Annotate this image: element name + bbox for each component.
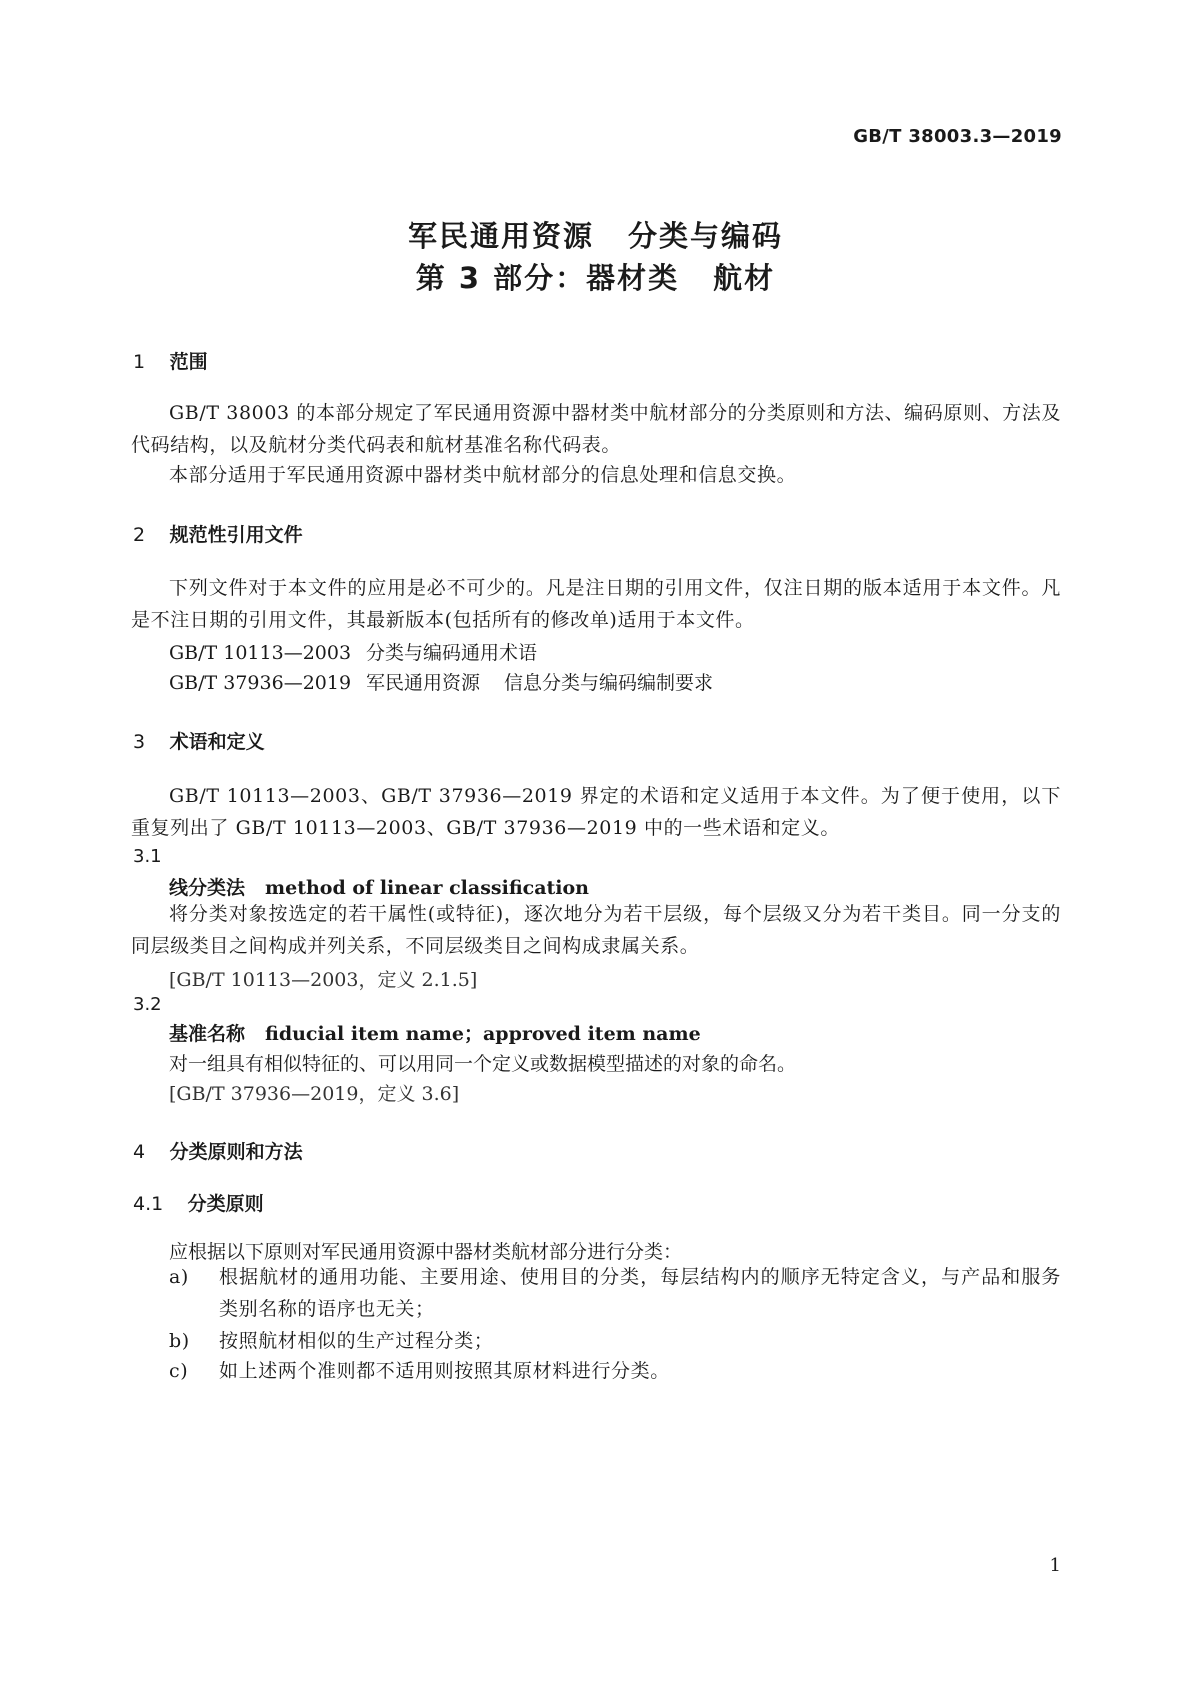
list-item-text: 根据航材的通用功能、主要用途、使用目的分类，每层结构内的顺序无特定含义，与产品和服务类别名称的语序也无关； xyxy=(219,1266,1061,1320)
subsection-title: 分类原则 xyxy=(187,1193,264,1215)
section-title: 分类原则和方法 xyxy=(169,1141,303,1163)
section-number: 4 xyxy=(133,1141,146,1163)
term-3-1-number: 3.1 xyxy=(133,846,162,867)
reference-code: GB/T 10113—2003 xyxy=(169,642,352,664)
title-line-1-part-1: 军民通用资源 xyxy=(407,219,594,253)
section-title: 规范性引用文件 xyxy=(169,524,303,546)
list-item-text: 按照航材相似的生产过程分类； xyxy=(219,1330,494,1352)
section-title: 术语和定义 xyxy=(169,731,265,753)
section-4-heading xyxy=(133,1137,303,1164)
section-3-paragraph-1: GB/T 10113—2003、GB/T 37936—2019 界定的术语和定义适用于本文件。为了便于使用，以下重复列出了 GB/T 10113—2003、GB/T 37936—2019 中的一些术语和定义。 xyxy=(131,785,1061,839)
standard-number: GB/T 38003.3—2019 xyxy=(853,126,1062,147)
list-marker: a) xyxy=(169,1266,189,1288)
term-3-2-heading xyxy=(169,1019,701,1046)
term-3-1-heading xyxy=(169,873,589,900)
page-number: 1 xyxy=(1049,1555,1061,1576)
title-line-2-part-1: 第 3 部分：器材类 xyxy=(415,261,680,295)
list-item-c xyxy=(169,1355,1061,1387)
section-number: 1 xyxy=(133,351,146,373)
term-chinese-name: 线分类法 xyxy=(169,877,246,899)
section-number: 2 xyxy=(133,524,146,546)
term-english-name: method of linear classification xyxy=(265,877,589,899)
normative-reference-2 xyxy=(169,668,713,695)
section-1-heading xyxy=(133,347,208,374)
normative-reference-1 xyxy=(169,638,537,665)
section-2-heading xyxy=(133,520,303,547)
term-3-1-definition: 将分类对象按选定的若干属性(或特征)，逐次地分为若干层级，每个层级又分为若干类目。同一分支的同层级类目之间构成并列关系，不同层级类目之间构成隶属关系。 xyxy=(131,903,1061,957)
title-line-2-part-2: 航材 xyxy=(713,261,776,295)
reference-title-part-1: 军民通用资源 xyxy=(366,672,481,694)
term-3-2-number: 3.2 xyxy=(133,994,162,1015)
reference-title: 分类与编码通用术语 xyxy=(366,642,538,664)
reference-code: GB/T 37936—2019 xyxy=(169,672,352,694)
list-item-text: 如上述两个准则都不适用则按照其原材料进行分类。 xyxy=(219,1360,670,1382)
section-1-paragraph-1: GB/T 38003 的本部分规定了军民通用资源中器材类中航材部分的分类原则和方法、编码原则、方法及代码结构，以及航材分类代码表和航材基准名称代码表。 xyxy=(131,402,1061,456)
subsection-number: 4.1 xyxy=(133,1193,164,1215)
section-title: 范围 xyxy=(169,351,208,373)
reference-title-part-2: 信息分类与编码编制要求 xyxy=(504,672,714,694)
term-english-name: fiducial item name；approved item name xyxy=(265,1023,701,1045)
section-2-paragraph-1: 下列文件对于本文件的应用是必不可少的。凡是注日期的引用文件，仅注日期的版本适用于本文件。凡是不注日期的引用文件，其最新版本(包括所有的修改单)适用于本文件。 xyxy=(131,577,1061,631)
list-marker: b) xyxy=(169,1330,190,1352)
term-chinese-name: 基准名称 xyxy=(169,1023,246,1045)
title-line-1-part-2: 分类与编码 xyxy=(628,219,784,253)
term-3-2-source: [GB/T 37936—2019，定义 3.6] xyxy=(169,1083,460,1105)
section-1-paragraph-2: 本部分适用于军民通用资源中器材类中航材部分的信息处理和信息交换。 xyxy=(169,464,797,486)
section-4-1-heading xyxy=(133,1189,264,1216)
section-3-heading xyxy=(133,727,265,754)
document-title-line-1 xyxy=(0,214,1191,255)
term-3-2-definition: 对一组具有相似特征的、可以用同一个定义或数据模型描述的对象的命名。 xyxy=(169,1053,797,1075)
document-title-line-2 xyxy=(0,256,1191,297)
term-3-1-source: [GB/T 10113—2003，定义 2.1.5] xyxy=(169,969,478,991)
list-item-b xyxy=(169,1325,1061,1357)
section-number: 3 xyxy=(133,731,146,753)
section-4-1-intro: 应根据以下原则对军民通用资源中器材类航材部分进行分类： xyxy=(169,1241,683,1263)
list-item-a xyxy=(169,1261,1061,1325)
list-marker: c) xyxy=(169,1360,189,1382)
